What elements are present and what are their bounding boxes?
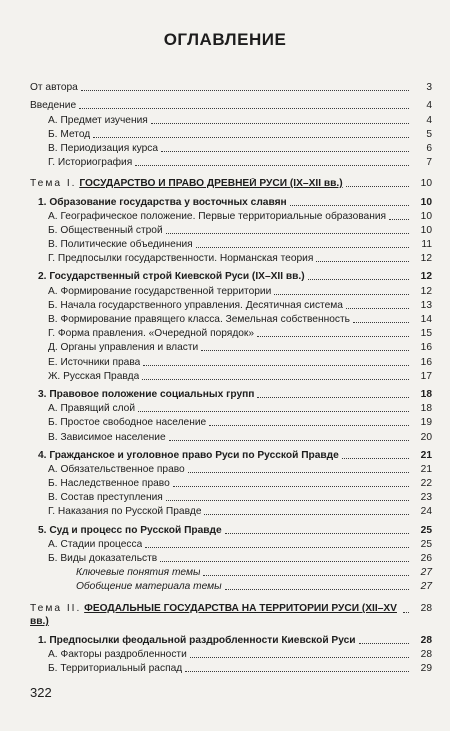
toc-entry-text: Б. Начала государственного управления. Десятичная система [48,299,343,311]
toc-entry [30,98,432,112]
toc-entry [30,112,432,126]
leader-dots [135,165,409,166]
theme-title: ГОСУДАРСТВО И ПРАВО ДРЕВНЕЙ РУСИ (IX–XII вв.) [79,178,343,190]
leader-dots [346,308,409,309]
toc-page-number: 29 [420,662,432,674]
theme-title: ФЕОДАЛЬНЫЕ ГОСУДАРСТВА НА ТЕРРИТОРИИ РУСИ (XII–XV вв.) [30,603,397,628]
toc-entry [30,415,432,429]
toc-page-number: 4 [426,100,432,112]
toc-page-number: 18 [420,403,432,415]
toc-entry-text: Ж. Русская Правда [48,370,140,382]
toc-entry-text: Б. Территориальный распад [48,662,183,674]
table-of-contents [30,80,432,675]
toc-page-number: 28 [420,634,432,646]
leader-dots [225,589,409,590]
toc-entry-text: 5. Суд и процесс по Русской Правде [38,524,222,536]
toc-page-number: 14 [420,314,432,325]
toc-section-heading [30,632,432,646]
toc-page-number: 10 [420,224,432,236]
toc-page-number: 27 [420,567,432,579]
toc-page-number: 10 [420,178,432,190]
toc-entry-text: Г. Форма правления. «Очередной порядок» [48,328,255,340]
toc-page-number: 22 [420,478,432,490]
leader-dots [316,261,409,262]
toc-entry [30,127,432,141]
toc-entry [30,661,432,675]
leader-dots [203,575,409,576]
toc-page-number: 5 [426,128,432,140]
toc-page-number: 11 [421,239,432,251]
toc-entry-text: В. Политические объединения [48,239,193,251]
leader-dots [166,233,409,234]
leader-dots [169,440,409,441]
toc-entry-text: А. Предмет изучения [48,114,148,126]
leader-dots [151,123,409,124]
toc-entry [30,298,432,312]
toc-entry [30,462,432,476]
toc-entry [30,237,432,251]
leader-dots [342,458,409,459]
leader-dots [346,186,409,187]
leader-dots [274,294,409,295]
leader-dots [143,365,409,366]
toc-page-number: 13 [420,299,432,311]
toc-page-number: 28 [420,603,432,615]
toc-page-number: 12 [420,285,432,297]
toc-entry [30,537,432,551]
toc-page-number: 4 [426,114,432,126]
leader-dots [257,397,409,398]
toc-page-number: 18 [420,388,432,400]
leader-dots [185,671,409,672]
toc-entry-text: А. Правящий слой [48,403,136,415]
toc-entry [30,340,432,354]
toc-entry [30,141,432,155]
toc-entry [30,209,432,223]
leader-dots [209,425,409,426]
toc-entry [30,401,432,415]
toc-entry-text: От автора [30,82,78,94]
leader-dots [359,643,409,644]
toc-page-number: 10 [420,210,432,222]
toc-entry-text: Б. Общественный строй [48,224,163,236]
toc-entry-text: Б. Виды доказательств [48,553,158,564]
toc-page-number: 12 [420,253,432,265]
leader-dots [93,137,409,138]
leader-dots [204,514,409,515]
toc-entry-text: А. Формирование государственной территории [48,285,272,297]
toc-entry-text: В. Периодизация курса [48,142,159,154]
toc-entry-text: Г. Историография [48,157,133,169]
toc-entry [30,326,432,340]
leader-dots [166,500,409,501]
leader-dots [389,219,409,220]
toc-entry-text: Введение [30,100,77,112]
leader-dots [81,90,409,91]
toc-entry-keywords [30,565,432,579]
toc-entry-text: Б. Наследственное право [48,478,170,490]
leader-dots [142,379,409,380]
toc-entry-text: Б. Простое свободное население [48,417,207,429]
toc-entry [30,312,432,326]
toc-page-number: 25 [420,524,432,536]
leader-dots [190,657,409,658]
toc-entry [30,354,432,368]
toc-entry-text: 2. Государственный строй Киевской Руси (IX–XII вв.) [38,271,305,283]
toc-page-number: 16 [420,356,432,368]
toc-theme-heading [30,602,432,628]
theme-prefix: Тема I. [30,178,77,190]
leader-dots [201,350,409,351]
toc-entry-text: Г. Наказания по Русской Правде [48,506,202,518]
leader-dots [145,547,409,548]
toc-entry-text: 1. Образование государства у восточных славян [38,196,287,208]
toc-section-heading [30,194,432,208]
toc-page-number: 21 [420,449,432,461]
toc-page-number: 16 [420,342,432,354]
toc-entry-text: В. Формирование правящего класса. Земельная собственность [48,314,350,325]
toc-entry-text: Г. Предпосылки государственности. Норманская теория [48,253,314,265]
leader-dots [79,108,409,109]
toc-page-number: 21 [420,463,432,475]
toc-page-number: 3 [426,82,432,94]
toc-page-number: 6 [426,142,432,154]
toc-entry-text: А. Географическое положение. Первые территориальные образования [48,210,387,222]
page-number: 322 [30,685,52,700]
leader-dots [161,151,409,152]
toc-page-number: 15 [420,328,432,340]
toc-entry-text: Д. Органы управления и власти [48,342,199,354]
toc-section-heading [30,269,432,283]
toc-page-number: 26 [420,553,432,564]
toc-section-heading [30,448,432,462]
toc-entry-text: В. Состав преступления [48,492,163,504]
leader-dots [308,279,409,280]
toc-entry-text: А. Обязательственное право [48,463,185,475]
leader-dots [138,411,409,412]
leader-dots [196,247,409,248]
toc-page-number: 10 [420,196,432,208]
leader-dots [353,322,409,323]
toc-page-number: 23 [420,492,432,504]
toc-entry [30,80,432,94]
toc-entry [30,369,432,383]
toc-entry [30,155,432,169]
toc-entry-text: 1. Предпосылки феодальной раздробленности Киевской Руси [38,634,356,646]
toc-section-heading [30,522,432,536]
toc-entry [30,476,432,490]
toc-page-number: 24 [420,506,432,518]
toc-entry [30,283,432,297]
toc-entry [30,551,432,565]
toc-entry [30,429,432,443]
toc-entry [30,223,432,237]
toc-page-number: 7 [426,157,432,169]
toc-entry [30,251,432,265]
toc-page-number: 28 [420,648,432,660]
toc-entry-text: Б. Метод [48,128,91,140]
toc-entry [30,490,432,504]
leader-dots [290,205,409,206]
toc-theme-heading [30,176,432,190]
toc-entry-text: А. Стадии процесса [48,538,143,550]
toc-page-number: 27 [420,581,432,593]
toc-entry [30,504,432,518]
toc-entry-text: А. Факторы раздробленности [48,648,187,660]
toc-entry-text: В. Зависимое население [48,431,166,443]
toc-page-number: 20 [420,431,432,443]
toc-section-heading [30,387,432,401]
toc-page-number: 17 [420,370,432,382]
page-title: ОГЛАВЛЕНИЕ [163,30,287,49]
leader-dots [160,561,409,562]
toc-page-number: 19 [420,417,432,429]
leader-dots [403,612,409,613]
leader-dots [173,486,409,487]
toc-entry-summary [30,579,432,593]
toc-entry-text: Обобщение материала темы [76,581,222,593]
toc-entry-text: Е. Источники права [48,356,141,368]
theme-prefix: Тема II. [30,603,82,615]
toc-entry-text: 4. Гражданское и уголовное право Руси по Русской Правде [38,449,339,461]
toc-entry-text: Ключевые понятия темы [76,567,201,579]
leader-dots [257,336,409,337]
toc-page-number: 12 [420,271,432,283]
leader-dots [225,533,409,534]
toc-entry [30,647,432,661]
toc-entry-text: 3. Правовое положение социальных групп [38,388,255,400]
leader-dots [188,472,409,473]
toc-page-number: 25 [420,538,432,550]
